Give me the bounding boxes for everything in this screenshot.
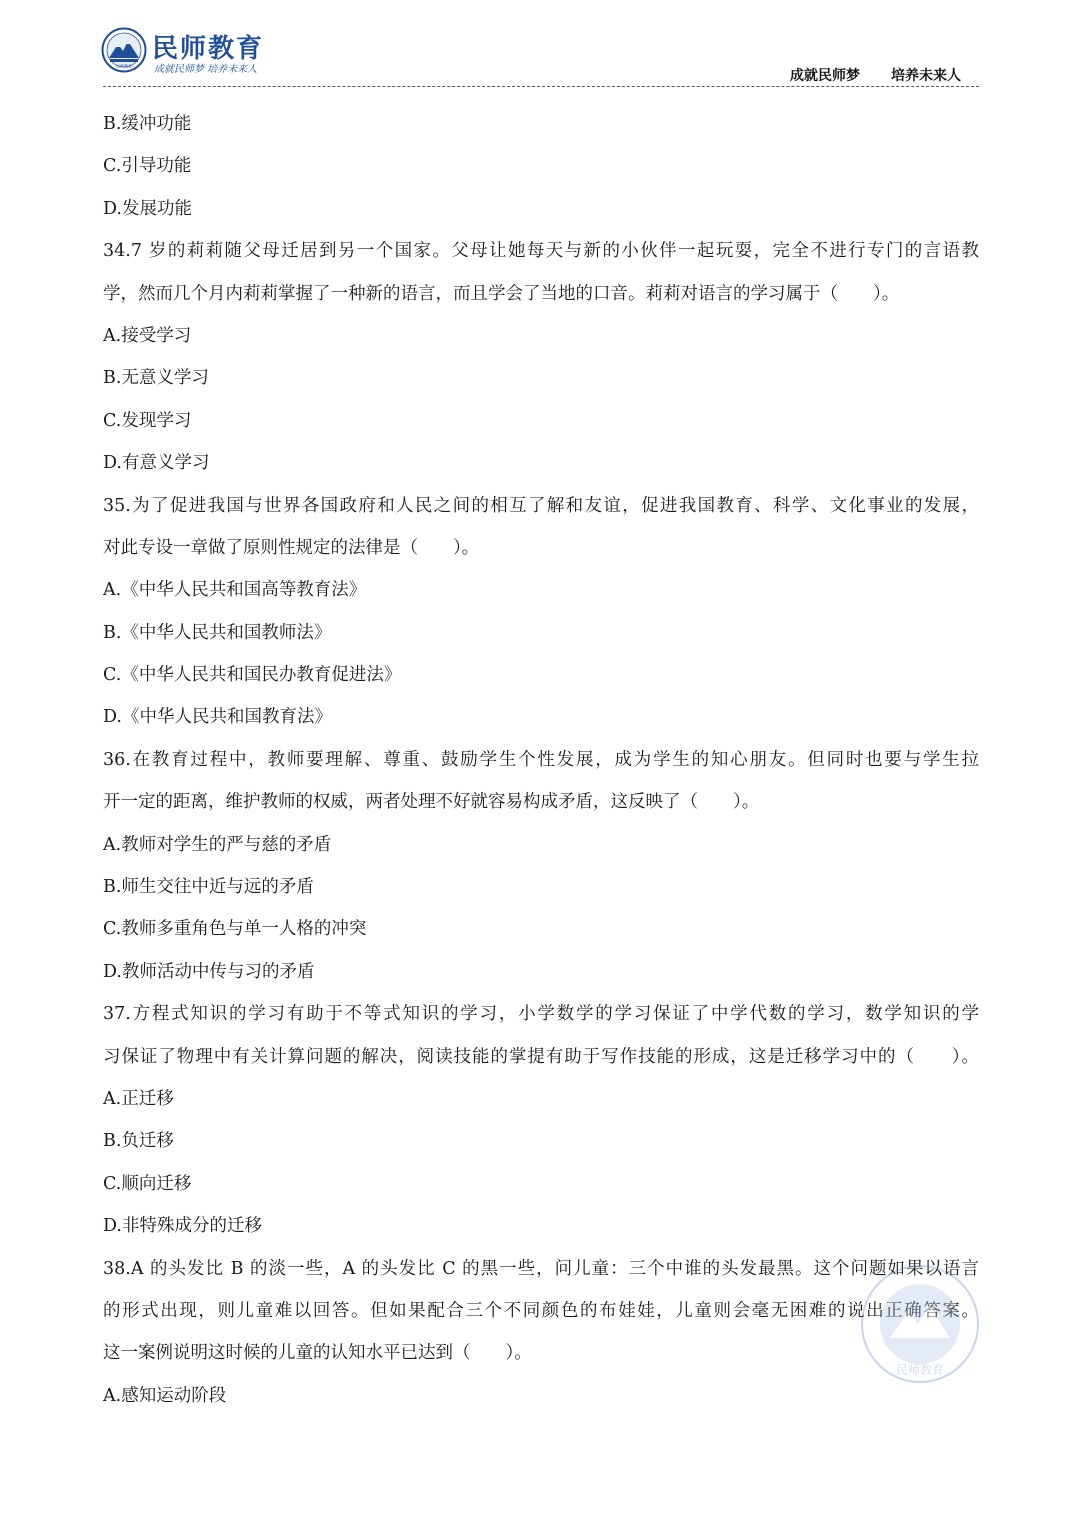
watermark-seal-icon: [858, 1262, 982, 1386]
option-c-34: C.发现学习: [103, 410, 192, 431]
option-c-35: C.《中华人民共和国民办教育促进法》: [103, 665, 402, 686]
question-34-line-1: 34.7 岁的莉莉随父母迁居到另一个国家。父母让她每天与新的小伙伴一起玩耍，完全不进行专门的言语教: [103, 241, 979, 262]
question-38-line-1: 38.A 的头发比 B 的淡一些，A 的头发比 C 的黑一些，问儿童：三个中谁的头发最黑。这个问题如果以语言: [103, 1258, 979, 1279]
brand-slogan: 成就民师梦 培养未来人: [154, 64, 258, 75]
question-36-line-1: 36.在教育过程中，教师要理解、尊重、鼓励学生个性发展，成为学生的知心朋友。但同时也要与学生拉: [103, 749, 979, 770]
question-37-line-1: 37.方程式知识的学习有助于不等式知识的学习，小学数学的学习保证了中学代数的学习，数学知识的学: [103, 1004, 979, 1025]
option-d-37: D.非特殊成分的迁移: [103, 1216, 262, 1237]
option-b-35: B.《中华人民共和国教师法》: [103, 622, 332, 643]
option-d-35: D.《中华人民共和国教育法》: [103, 707, 332, 728]
header-divider: [103, 86, 979, 87]
option-d-36: D.教师活动中传与习的矛盾: [103, 961, 315, 982]
watermark-text: 民师教育: [895, 1363, 945, 1377]
option-a-37: A.正迁移: [103, 1088, 174, 1109]
option-c-36: C.教师多重角色与单一人格的冲突: [103, 919, 367, 940]
question-35-line-1: 35.为了促进我国与世界各国政府和人民之间的相互了解和友谊，促进我国教育、科学、文化事业的发展，: [103, 495, 979, 516]
option-a-36: A.教师对学生的严与慈的矛盾: [103, 834, 332, 855]
page-header: [0, 0, 1080, 92]
question-36-line-2: 开一定的距离，维护教师的权威，两者处理不好就容易构成矛盾，这反映了（ ）。: [103, 792, 760, 813]
brand-logo-icon: [101, 27, 147, 73]
option-b-34: B.无意义学习: [103, 368, 209, 389]
option-d-34: D.有意义学习: [103, 453, 210, 474]
question-34-line-2: 学，然而几个月内莉莉掌握了一种新的语言，而且学会了当地的口音。莉莉对语言的学习属于（ ）。: [103, 283, 900, 304]
option-d-33: D.发展功能: [103, 198, 192, 219]
option-b-33: B.缓冲功能: [103, 114, 192, 134]
header-motto-right: 培养未来人: [891, 68, 961, 84]
option-b-36: B.师生交往中近与远的矛盾: [103, 877, 314, 898]
option-b-37: B.负迁移: [103, 1131, 174, 1152]
question-content: [103, 103, 979, 1417]
option-a-38: A.感知运动阶段: [103, 1385, 227, 1406]
option-c-33: C.引导功能: [103, 156, 192, 177]
brand-name: 民师教育: [152, 34, 265, 64]
header-motto-left: 成就民师梦: [790, 68, 860, 84]
question-35-line-2: 对此专设一章做了原则性规定的法律是（ ）。: [103, 537, 480, 558]
option-c-37: C.顺向迁移: [103, 1173, 192, 1194]
question-37-line-2: 习保证了物理中有关计算问题的解决，阅读技能的掌提有助于写作技能的形成，这是迁移学习中的（ ）。: [103, 1046, 979, 1067]
option-a-35: A.《中华人民共和国高等教育法》: [103, 580, 367, 601]
question-38-line-2: 的形式出现，则儿童难以回答。但如果配合三个不同颜色的布娃娃，儿童则会毫无困难的说出正确答案。: [103, 1300, 979, 1321]
question-38-line-3: 这一案例说明这时候的儿童的认知水平已达到（ ）。: [103, 1343, 532, 1364]
option-a-34: A.接受学习: [103, 325, 192, 346]
logo-ring-text: 民师教育: [116, 63, 132, 69]
